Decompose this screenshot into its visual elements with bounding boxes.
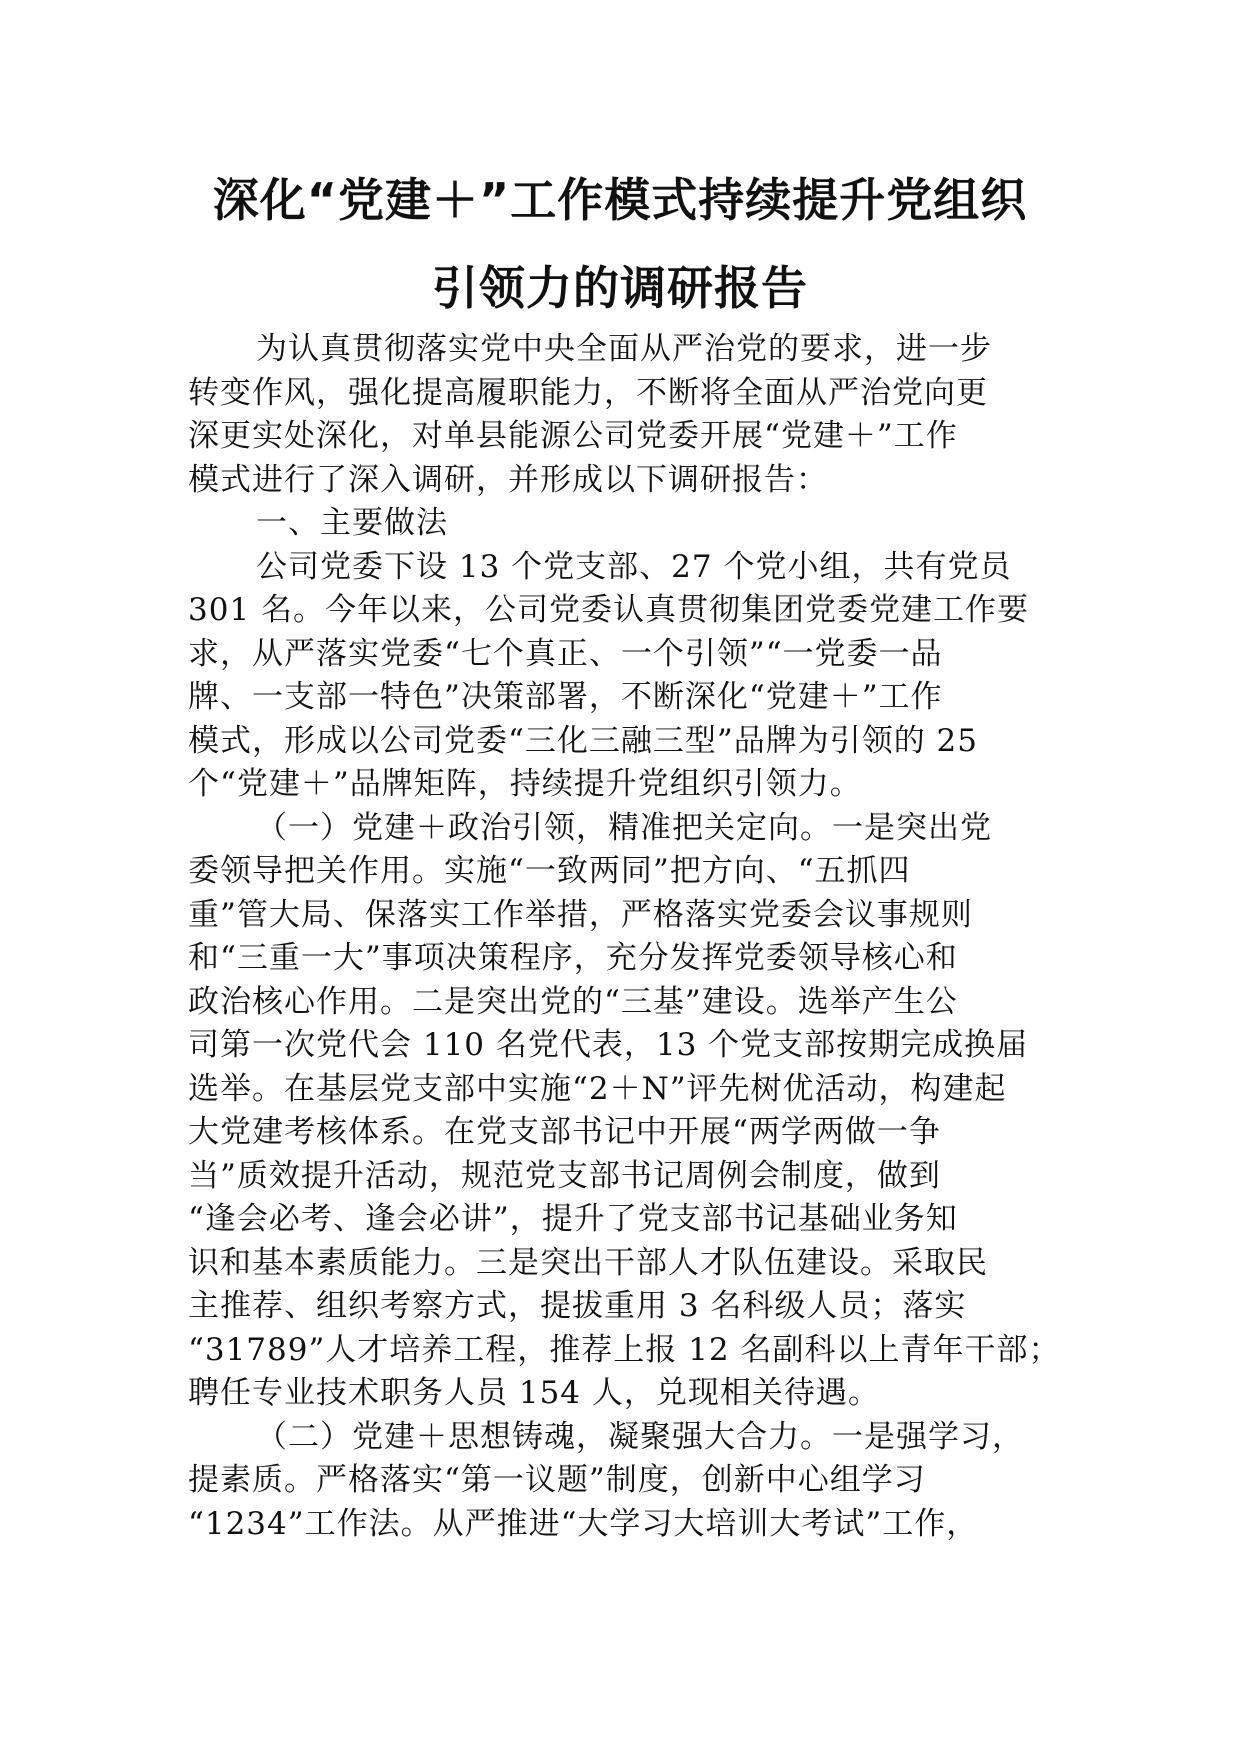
body-line: 司第一次党代会 110 名党代表，13 个党支部按期完成换届 bbox=[188, 1027, 1029, 1063]
body-line: “31789”人才培养工程，推荐上报 12 名副科以上青年干部； bbox=[188, 1331, 1061, 1368]
body-line: 公司党委下设 13 个党支部、27 个党小组，共有党员 bbox=[256, 548, 1012, 585]
body-line: 牌、一支部一特色”决策部署，不断深化“党建＋”工作 bbox=[188, 679, 943, 715]
body-line: 301 名。今年以来，公司党委认真贯彻集团党委党建工作要 bbox=[188, 592, 1030, 628]
body-line: “1234”工作法。从严推进“大学习大培训大考试”工作， bbox=[188, 1505, 979, 1542]
body-line: 聘任专业技术职务人员 154 人，兑现相关待遇。 bbox=[188, 1375, 880, 1411]
body-line: 提素质。严格落实“第一议题”制度，创新中心组学习 bbox=[188, 1462, 926, 1498]
document-body bbox=[188, 328, 1061, 1546]
body-line: 深更实处深化，对单县能源公司党委开展“党建＋”工作 bbox=[188, 418, 958, 454]
body-line: 识和基本素质能力。三是突出干部人才队伍建设。采取民 bbox=[188, 1244, 988, 1281]
body-line: 大党建考核体系。在党支部书记中开展“两学两做一争 bbox=[188, 1114, 941, 1150]
body-line: 选举。在基层党支部中实施“2＋N”评先树优活动，构建起 bbox=[188, 1070, 1007, 1107]
body-line: 转变作风，强化提高履职能力，不断将全面从严治党向更 bbox=[188, 374, 988, 411]
body-line: （二）党建＋思想铸魂，凝聚强大合力。一是强学习， bbox=[256, 1418, 1024, 1455]
document-title-line-1: 深化“党建＋”工作模式持续提升党组织 bbox=[212, 173, 1028, 227]
body-line: 模式，形成以公司党委“三化三融三型”品牌为引领的 25 bbox=[188, 722, 978, 759]
body-line: “逢会必考、逢会必讲”，提升了党支部书记基础业务知 bbox=[188, 1201, 958, 1237]
body-line: （一）党建＋政治引领，精准把关定向。一是突出党 bbox=[256, 809, 992, 846]
body-line: 主推荐、组织考察方式，提拔重用 3 名科级人员；落实 bbox=[188, 1288, 967, 1324]
body-line: 当”质效提升活动，规范党支部书记周例会制度，做到 bbox=[188, 1157, 941, 1194]
body-line: 一、主要做法 bbox=[256, 505, 448, 541]
body-line: 为认真贯彻落实党中央全面从严治党的要求，进一步 bbox=[256, 331, 992, 367]
body-line: 个“党建＋”品牌矩阵，持续提升党组织引领力。 bbox=[188, 766, 862, 802]
document-title-line-2: 引领力的调研报告 bbox=[432, 261, 808, 315]
body-line: 委领导把关作用。实施“一致两同”把方向、“五抓四 bbox=[188, 853, 911, 889]
body-line: 求，从严落实党委“七个真正、一个引领”“一党委一品 bbox=[188, 635, 943, 672]
body-line: 模式进行了深入调研，并形成以下调研报告： bbox=[188, 461, 828, 498]
body-line: 政治核心作用。二是突出党的“三基”建设。选举产生公 bbox=[188, 983, 958, 1020]
body-line: 重”管大局、保落实工作举措，严格落实党委会议事规则 bbox=[188, 896, 973, 933]
body-line: 和“三重一大”事项决策程序，充分发挥党委领导核心和 bbox=[188, 940, 958, 976]
